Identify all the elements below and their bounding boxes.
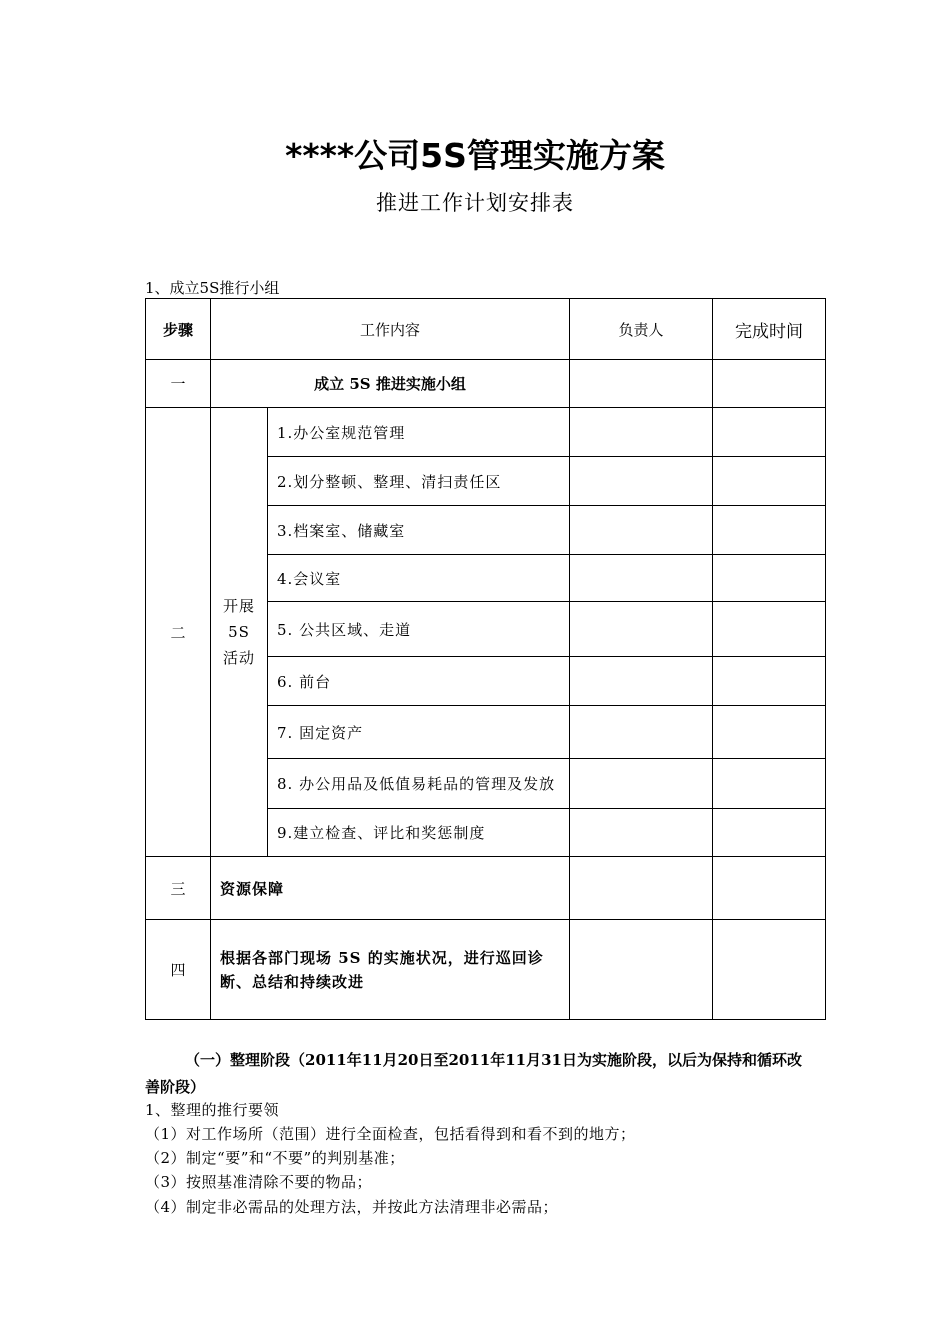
deadline-cell — [713, 360, 826, 408]
activity-item: 9.建立检查、评比和奖惩制度 — [268, 809, 570, 857]
activity-item: 3.档案室、储藏室 — [268, 506, 570, 555]
section-label: 1、成立5S推行小组 — [145, 279, 280, 297]
owner-cell — [570, 706, 713, 759]
owner-cell — [570, 857, 713, 920]
activity-item: 7. 固定资产 — [268, 706, 570, 759]
table-header-row — [146, 299, 826, 360]
step-number: 二 — [146, 408, 211, 857]
work-content: 成立 5S 推进实施小组 — [211, 360, 570, 408]
deadline-cell — [713, 457, 826, 506]
activity-item: 2.划分整顿、整理、清扫责任区 — [268, 457, 570, 506]
activity-item: 1.办公室规范管理 — [268, 408, 570, 457]
deadline-cell — [713, 408, 826, 457]
owner-cell — [570, 602, 713, 657]
owner-cell — [570, 360, 713, 408]
deadline-cell — [713, 920, 826, 1020]
stage-point: （4）制定非必需品的处理方法，并按此方法清理非必需品； — [145, 1198, 559, 1216]
deadline-cell — [713, 809, 826, 857]
header-owner: 负责人 — [570, 299, 713, 360]
deadline-cell — [713, 555, 826, 602]
work-content: 资源保障 — [211, 857, 570, 920]
owner-cell — [570, 657, 713, 706]
stage-point: （2）制定“要”和“不要”的判别基准； — [145, 1149, 405, 1167]
work-content: 根据各部门现场 5S 的实施状况，进行巡回诊断、总结和持续改进 — [211, 920, 570, 1020]
deadline-cell — [713, 602, 826, 657]
owner-cell — [570, 555, 713, 602]
stage-subheading: 1、整理的推行要领 — [145, 1101, 280, 1119]
activity-item: 8. 办公用品及低值易耗品的管理及发放 — [268, 759, 570, 809]
header-step: 步骤 — [146, 299, 211, 360]
table-row — [146, 920, 826, 1020]
deadline-cell — [713, 857, 826, 920]
step-number: 四 — [146, 920, 211, 1020]
deadline-cell — [713, 506, 826, 555]
plan-table — [145, 298, 826, 1020]
owner-cell — [570, 920, 713, 1020]
deadline-cell — [713, 706, 826, 759]
header-deadline: 完成时间 — [713, 299, 826, 360]
stage-point: （3）按照基准清除不要的物品； — [145, 1173, 373, 1191]
stage-point: （1）对工作场所（范围）进行全面检查，包括看得到和看不到的地方； — [145, 1125, 636, 1143]
table-row — [146, 857, 826, 920]
activity-label — [211, 408, 268, 857]
activity-label-text: 开展 5S 活动 — [222, 597, 255, 667]
owner-cell — [570, 506, 713, 555]
document-subtitle: 推进工作计划安排表 — [376, 191, 574, 215]
table-row — [146, 360, 826, 408]
step-number: 一 — [146, 360, 211, 408]
owner-cell — [570, 408, 713, 457]
deadline-cell — [713, 759, 826, 809]
activity-item: 5. 公共区域、走道 — [268, 602, 570, 657]
owner-cell — [570, 809, 713, 857]
stage-heading: （一）整理阶段（2011年11月20日至2011年11月31日为实施阶段，以后为保持和循环改善阶段） — [145, 1051, 802, 1096]
activity-item: 6. 前台 — [268, 657, 570, 706]
step-number: 三 — [146, 857, 211, 920]
owner-cell — [570, 759, 713, 809]
deadline-cell — [713, 657, 826, 706]
table-row — [146, 408, 826, 457]
header-content: 工作内容 — [211, 299, 570, 360]
document-title: ****公司5S管理实施方案 — [285, 136, 665, 175]
owner-cell — [570, 457, 713, 506]
activity-item: 4.会议室 — [268, 555, 570, 602]
